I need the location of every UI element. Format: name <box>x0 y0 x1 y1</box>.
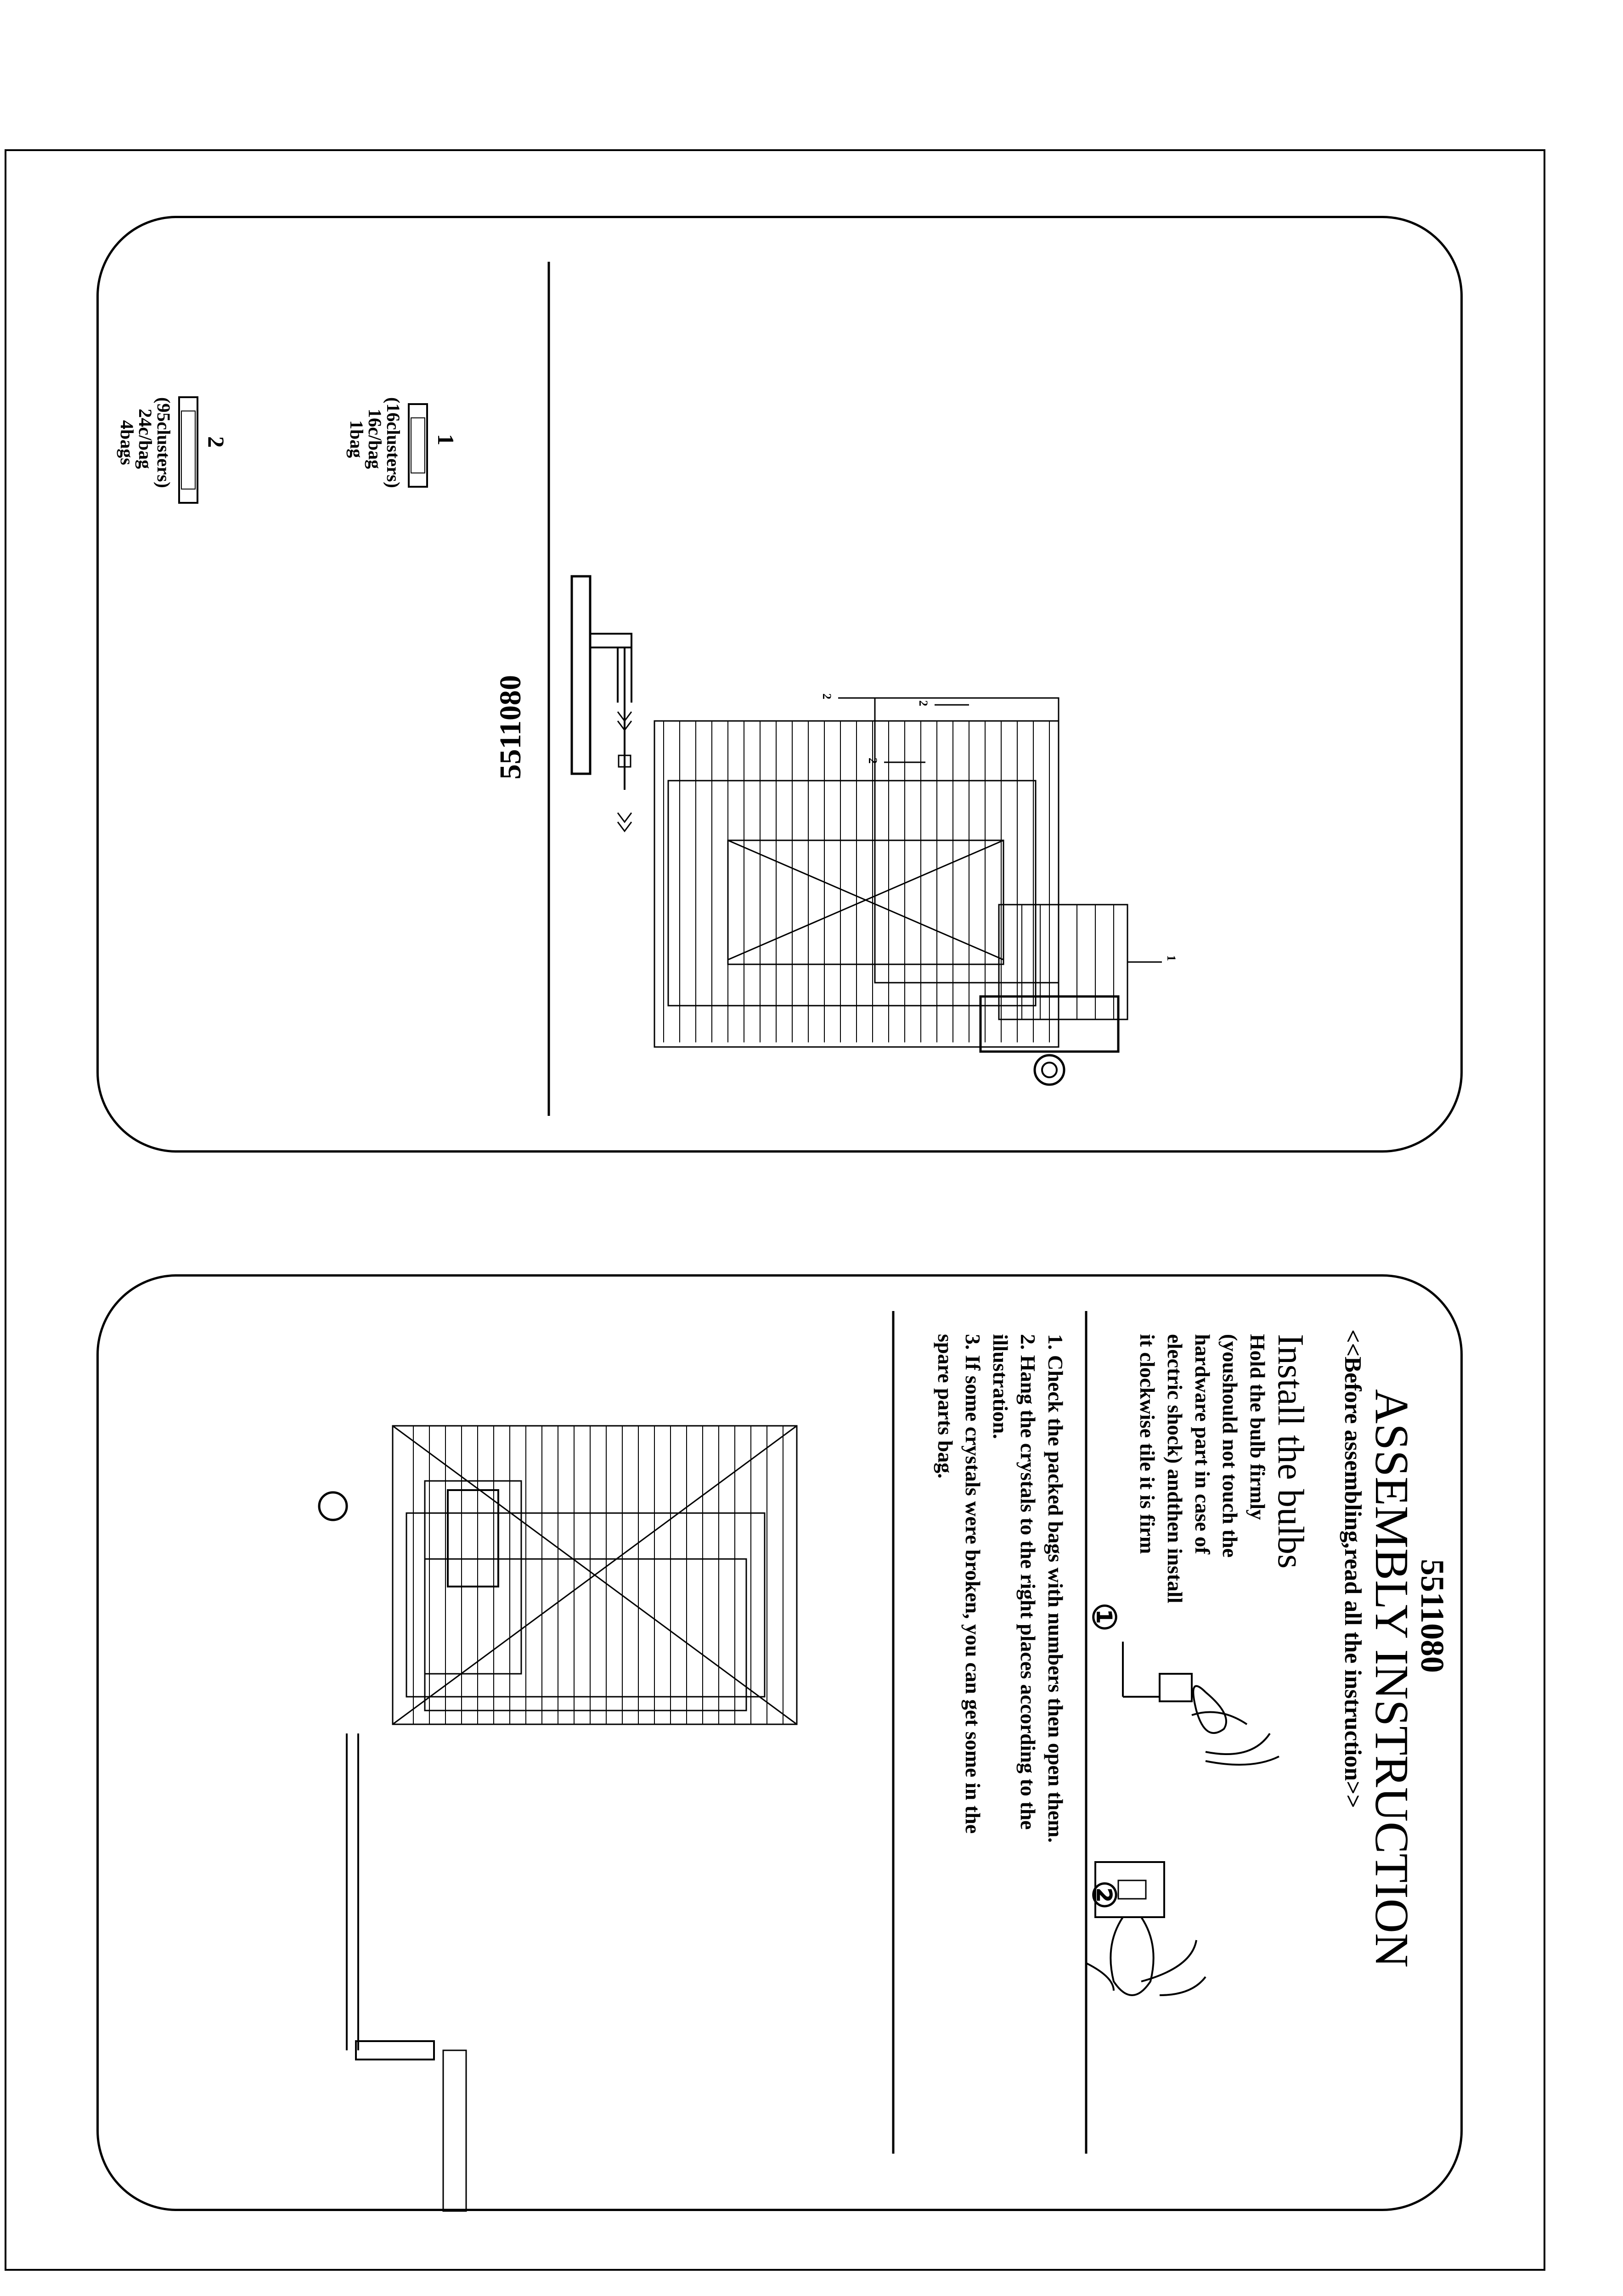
part-1-bags: 1bag <box>346 420 367 458</box>
part-1-clusters: (16clusters) <box>383 397 404 488</box>
bulbs-text-3: hardware part in case of <box>1191 1334 1214 1554</box>
part-1-per-bag: 16c/bag <box>365 409 385 469</box>
part-2-bags: 4bags <box>117 420 137 465</box>
part-1-number: 1 <box>433 434 459 445</box>
step-marker-2: ② <box>1086 1880 1121 1909</box>
step-marker-1: ① <box>1086 1603 1121 1632</box>
instruction-panel-content <box>96 1274 1463 2211</box>
part-2-clusters: (95clusters) <box>153 397 174 488</box>
document-subtitle: <<Before assembling,read all the instruction>> <box>1340 1329 1366 1808</box>
step-1: 1. Check the packed bags with numbers then open them. <box>1044 1334 1067 1843</box>
part-2-per-bag: 24c/bag <box>135 409 156 469</box>
callout-1: 1 <box>1165 955 1178 961</box>
part-2-number: 2 <box>203 436 229 448</box>
bulbs-heading: Install the bulbs <box>1270 1334 1311 1569</box>
parts-panel-content <box>96 216 1463 1153</box>
callout-2b: 2 <box>866 758 879 764</box>
step-3: 3. If some crystals were broken, you can get some in the <box>961 1334 985 1834</box>
bulb-illustrations <box>96 1274 1463 2211</box>
bulbs-text-2: (youshould not touch the <box>1218 1334 1242 1558</box>
bulbs-text-1: Hold the bulb firmly <box>1246 1334 1269 1520</box>
bulbs-text-4: electric shock) andthen install <box>1163 1334 1187 1604</box>
parts-model-number: 5511080 <box>494 675 527 780</box>
callout-2c: 2 <box>917 700 930 706</box>
step-2-cont: illustration. <box>989 1334 1012 1439</box>
step-2: 2. Hang the crystals to the right places according to the <box>1016 1334 1040 1830</box>
document-title: ASSEMBLY INSTRUCTION <box>1365 1389 1418 1968</box>
callout-2a: 2 <box>820 693 834 699</box>
model-number: 5511080 <box>1414 1559 1451 1673</box>
step-3-cont: spare parts bag. <box>934 1334 957 1479</box>
bulbs-text-5: it clockwise tile it is firm <box>1136 1334 1159 1554</box>
parts-illustration <box>96 216 1463 1153</box>
